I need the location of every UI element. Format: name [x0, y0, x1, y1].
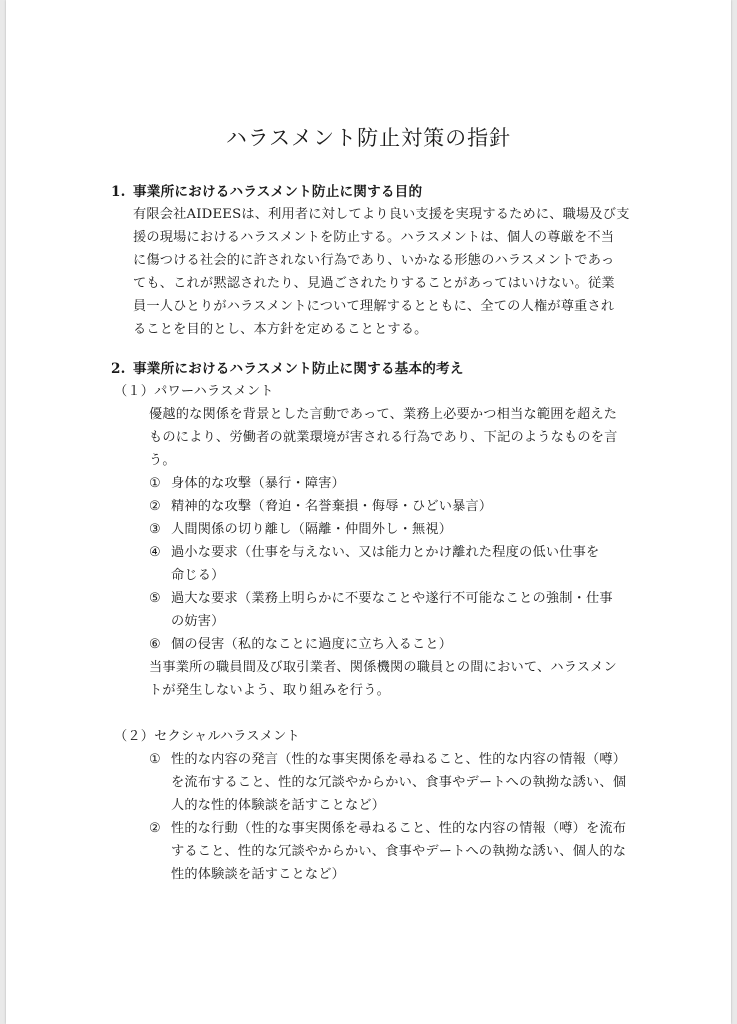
section1-line: に傷つける社会的に許されない行為であり、いかなる形態のハラスメントであっ [133, 253, 615, 268]
section1-line: 援の現場におけるハラスメントを防止する。ハラスメントは、個人の尊厳を不当 [133, 230, 615, 245]
subsection1-closing-line: トが発生しないよう、取り組みを行う。 [149, 683, 390, 698]
subsection1-intro-line: 優越的な関係を背景とした言動であって、業務上必要かつ相当な範囲を超えた [149, 407, 618, 422]
section1-line: 員一人ひとりがハラスメントについて理解するとともに、全ての人権が尊重され [133, 299, 615, 314]
list-item-text: 精神的な攻撃（脅迫・名誉棄損・侮辱・ひどい暴言） [171, 499, 493, 514]
list-item [149, 635, 452, 655]
subsection1-intro-line: ものにより、労働者の就業環境が害される行為であり、下記のようなものを言 [149, 430, 618, 445]
document-page [6, 0, 731, 1024]
section1-heading [111, 182, 422, 202]
section2-heading [111, 359, 464, 379]
list-item-continuation: 命じる） [171, 568, 225, 583]
section1-line: ることを目的とし、本方針を定めることとする。 [133, 322, 428, 337]
list-item-mark: ② [149, 499, 162, 514]
list-item-continuation: すること、性的な冗談やからかい、食事やデートへの執拗な誘い、個人的な [171, 844, 627, 859]
list-item-continuation: 性的体験談を話すことなど） [171, 867, 346, 882]
list-item-text: 性的な内容の発言（性的な事実関係を尋ねること、性的な内容の情報（噂） [171, 752, 627, 767]
list-item [149, 819, 626, 839]
list-item-continuation: を流布すること、性的な冗談やからかい、食事やデートへの執拗な誘い、個 [171, 775, 627, 790]
list-item-mark: ⑥ [149, 637, 162, 652]
section2-heading-text: 事業所におけるハラスメント防止に関する基本的考え [133, 361, 464, 377]
section2-number: 2. [111, 361, 126, 377]
section1-number: 1. [111, 184, 126, 200]
list-item-text: 身体的な攻撃（暴行・障害） [171, 476, 346, 491]
subsection1-label: （１）パワーハラスメント [114, 384, 274, 399]
list-item-text: 個の侵害（私的なことに過度に立ち入ること） [171, 637, 453, 652]
list-item-mark: ④ [149, 545, 162, 560]
list-item [149, 543, 599, 563]
list-item-text: 過大な要求（業務上明らかに不要なことや遂行不可能なことの強制・仕事 [171, 591, 613, 606]
subsection1-intro-line: う。 [149, 453, 176, 468]
list-item-mark: ① [149, 476, 162, 491]
list-item-continuation: の妨害） [171, 614, 225, 629]
list-item [149, 520, 452, 540]
list-item-text: 性的な行動（性的な事実関係を尋ねること、性的な内容の情報（噂）を流布 [171, 821, 627, 836]
section1-line: 有限会社AIDEESは、利用者に対してより良い支援を実現するために、職場及び支 [133, 207, 630, 222]
list-item-continuation: 人的な性的体験談を話すことなど） [171, 798, 386, 813]
subsection1-closing-line: 当事業所の職員間及び取引業者、関係機関の職員との間において、ハラスメン [149, 660, 617, 675]
page-title: ハラスメント防止対策の指針 [225, 126, 512, 150]
list-item [149, 750, 626, 770]
list-item [149, 589, 613, 609]
subsection2-label: （２）セクシャルハラスメント [114, 729, 300, 744]
list-item-text: 人間関係の切り離し（隔離・仲間外し・無視） [171, 522, 453, 537]
list-item-mark: ② [149, 821, 162, 836]
list-item-mark: ③ [149, 522, 162, 537]
list-item [149, 497, 492, 517]
list-item-mark: ① [149, 752, 162, 767]
list-item [149, 474, 345, 494]
list-item-mark: ⑤ [149, 591, 162, 606]
list-item-text: 過小な要求（仕事を与えない、又は能力とかけ離れた程度の低い仕事を [171, 545, 600, 560]
section1-line: ても、これが黙認されたり、見過ごされたりすることがあってはいけない。従業 [133, 276, 615, 291]
section1-heading-text: 事業所におけるハラスメント防止に関する目的 [133, 184, 423, 200]
